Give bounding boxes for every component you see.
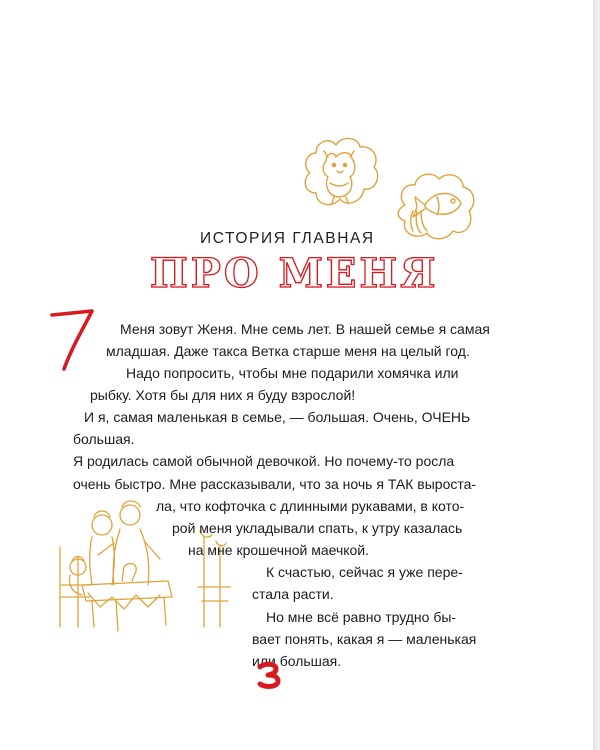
text-line: на мне крошечной маечкой. — [188, 542, 370, 558]
text-line: большая. — [73, 431, 135, 447]
text-line: вает понять, какая я — маленькая — [252, 631, 477, 647]
text-line: рыбку. Хотя бы для них я буду взрослой! — [90, 387, 356, 403]
text-line: Я родилась самой обычной девочкой. Но почему-то росла — [73, 453, 455, 469]
text-line: стала расти. — [252, 586, 334, 602]
text-line: Надо попросить, чтобы мне подарили хомячка или — [126, 365, 459, 381]
chapter-subtitle: ИСТОРИЯ ГЛАВНАЯ — [200, 230, 375, 247]
text-line: И я, самая маленькая в семье, — большая. Очень, ОЧЕНЬ — [84, 409, 471, 425]
text-line: рой меня укладывали спать, к утру казалась — [172, 520, 463, 536]
page-number — [256, 661, 282, 689]
text-line: очень быстро. Мне рассказывали, что за ночь я ТАК выроста- — [73, 476, 477, 492]
text-line: ла, что кофточка с длинными рукавами, в кото- — [156, 498, 465, 514]
chapter-title: ПРО МЕНЯ — [150, 250, 439, 297]
text-line: К счастью, сейчас я уже пере- — [266, 564, 463, 580]
text-line: Но мне всё равно трудно бы- — [266, 609, 457, 625]
text-line: или большая. — [252, 653, 342, 669]
text-line: младшая. Даже такса Ветка старше меня на целый год. — [106, 343, 470, 359]
text-line: Меня зовут Женя. Мне семь лет. В нашей семье я самая — [120, 321, 490, 337]
